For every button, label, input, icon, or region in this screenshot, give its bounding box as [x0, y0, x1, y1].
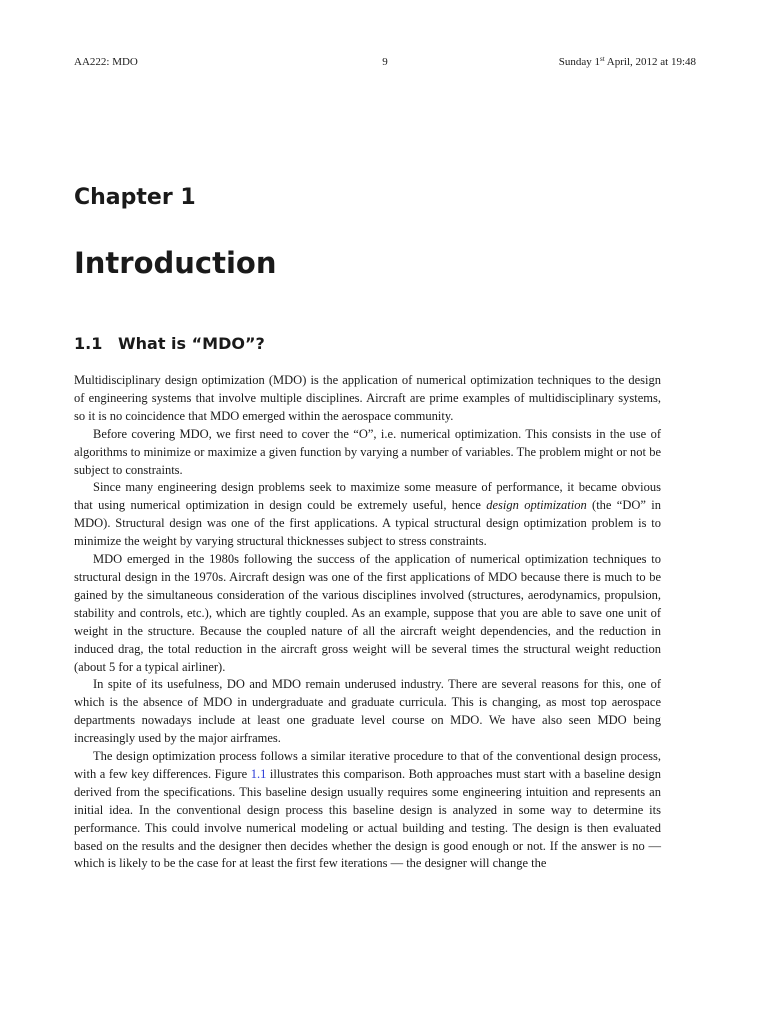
header-date [559, 55, 696, 69]
paragraph-6-part-1: The design optimization process follows a similar iterative procedure to that of the conventional design process, with a few key differences. Figure [74, 749, 661, 781]
header-date-sup: st [599, 55, 605, 63]
paragraph-1: Multidisciplinary design optimization (MDO) is the application of numerical optimization techniques to the design of engineering systems that involve multiple disciplines. Aircraft are prime examples of multidisciplinary systems, so it is no coincidence that MDO emerged within the aerospace community. [74, 373, 661, 423]
header-course: AA222: MDO [74, 56, 138, 68]
paragraph-4: MDO emerged in the 1980s following the success of the application of numerical optimization techniques to structural design in the 1970s. Aircraft design was one of the first applications of MDO because there is much to be gained by the simultaneous consideration of the various disciplines involved (structures, aerodynamics, propulsion, stability and controls, etc.), which are tightly coupled. As an example, suppose that you are able to save one unit of weight in the structure. Because the coupled nature of all the aircraft weight dependencies, and the reduction in induced drag, the total reduction in the aircraft gross weight will be several times the structural weight reduction (about 5 for a typical airliner). [74, 552, 661, 674]
paragraph-3 [74, 479, 661, 551]
paragraph-5: In spite of its usefulness, DO and MDO remain underused industry. There are several reasons for this, one of which is the absence of MDO in undergraduate and graduate curricula. This is changing, as most top aerospace departments nowadays include at least one graduate level course on MDO. We have also seen MDO being increasingly used by the major airframes. [74, 677, 661, 746]
header-page-number: 9 [382, 56, 388, 68]
paragraph-2: Before covering MDO, we first need to cover the “O”, i.e. numerical optimization. This consists in the use of algorithms to minimize or maximize a given function by varying a number of variables. The problem might or not be subject to constraints. [74, 426, 661, 477]
header-date-prefix: Sunday 1 [558, 56, 600, 68]
design-optimization-term: design optimization [486, 498, 587, 513]
section-heading [74, 333, 265, 355]
section-number: 1.1 [74, 334, 103, 353]
section-title: What is “MDO”? [118, 334, 265, 353]
body-text [74, 372, 661, 873]
paragraph-6 [74, 748, 661, 873]
paragraph-3-part-1: Since many engineering design problems seek to maximize some measure of performance, it became obvious that using numerical optimization in design could be extremely useful, hence [74, 480, 661, 513]
paragraph-6-part-2: illustrates this comparison. Both approaches must start with a baseline design derived from the specifications. This baseline design usually requires some engineering intuition and represents an initial idea. In the conventional design process this baseline design is analyzed in some way to determine its performance. This could involve numerical modeling or actual building and testing. The design is then evaluated based on the results and the designer then decides whether the design is good enough or not. If the answer is no — which is likely to be the case for at least the first few iterations — the designer will change the [74, 766, 661, 871]
running-header [74, 55, 696, 71]
chapter-label: Chapter 1 [74, 185, 196, 210]
paragraph-3-part-2: (the “DO” in MDO). Structural design was one of the first applications. A typical structural design optimization problem is to minimize the weight by varying structural thicknesses subject to stress constraints. [74, 498, 661, 549]
header-date-suffix: April, 2012 at 19:48 [604, 56, 696, 68]
figure-reference-link[interactable]: 1.1 [250, 766, 267, 781]
chapter-title: Introduction [74, 246, 277, 280]
